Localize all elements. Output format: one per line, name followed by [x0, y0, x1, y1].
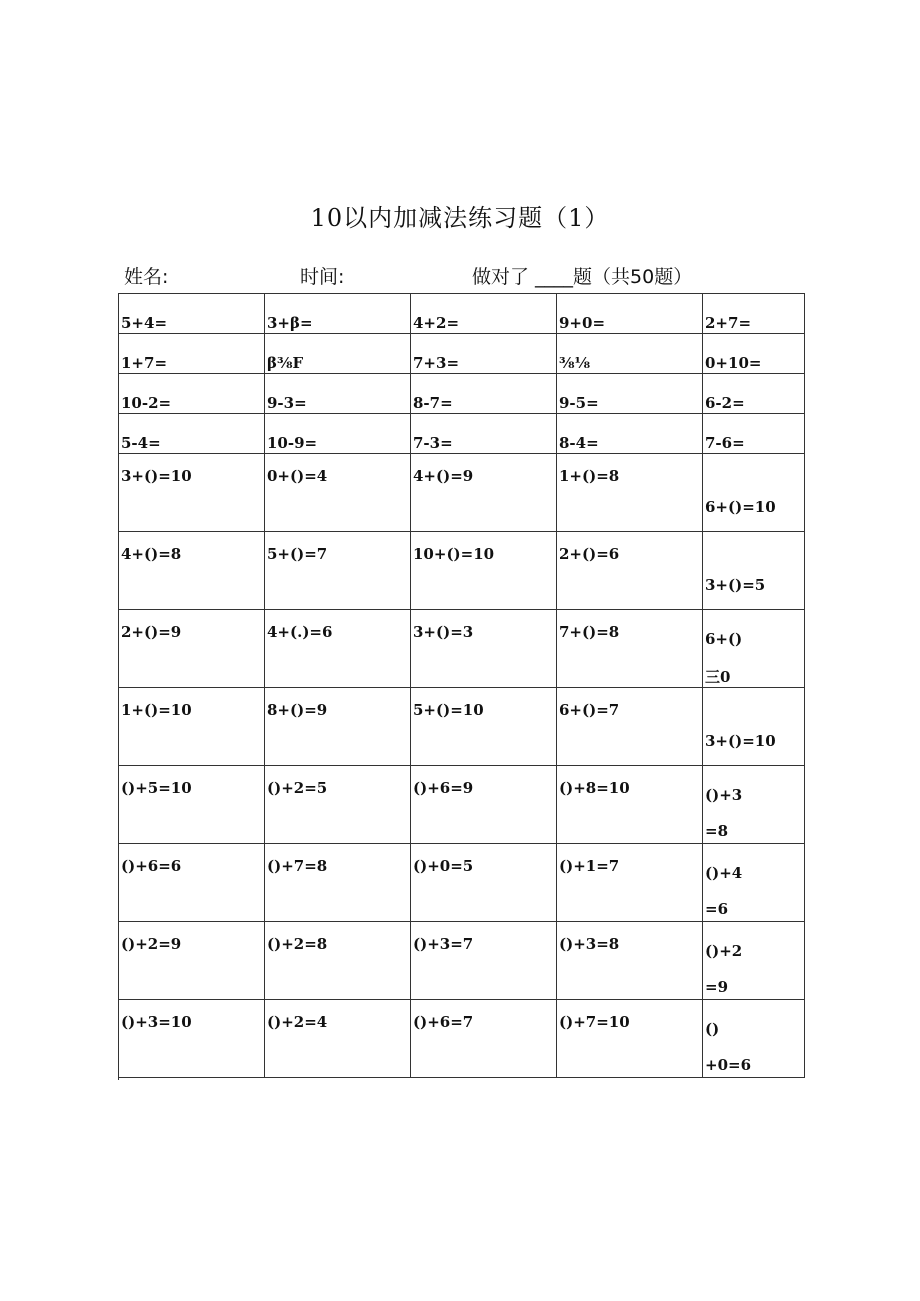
exercise-text: 3+()=10 [121, 467, 192, 485]
name-label: 姓名: [124, 266, 169, 288]
exercise-cell [119, 766, 265, 844]
exercise-cell [703, 334, 805, 374]
exercise-text: 7-6= [705, 434, 745, 452]
exercise-cell [557, 532, 703, 610]
exercise-text: ()+5=10 [121, 779, 192, 797]
exercise-cell [411, 766, 557, 844]
exercise-cell [265, 454, 411, 532]
exercise-text: ()+1=7 [559, 857, 620, 875]
exercise-text: ()+0=5 [413, 857, 474, 875]
exercise-text: ()+3=10 [121, 1013, 192, 1031]
exercise-text-line: =9 [705, 978, 729, 996]
exercise-text: 7+3= [413, 354, 460, 372]
exercise-cell [265, 844, 411, 922]
exercise-cell [411, 922, 557, 1000]
exercise-cell [411, 1000, 557, 1078]
exercise-cell [557, 610, 703, 688]
exercise-text: 9+0= [559, 314, 606, 332]
exercise-text: 7+()=8 [559, 623, 620, 641]
exercise-cell [265, 1000, 411, 1078]
exercise-text: ()+2=8 [267, 935, 328, 953]
exercise-cell [557, 334, 703, 374]
exercise-text-line: =6 [705, 900, 729, 918]
exercise-text: 0+10= [705, 354, 762, 372]
exercise-cell [703, 414, 805, 454]
exercise-cell [119, 922, 265, 1000]
exercise-cell [265, 532, 411, 610]
exercise-cell [557, 294, 703, 334]
exercise-text: 1+()=8 [559, 467, 620, 485]
exercise-text: 4+(.)=6 [267, 623, 333, 641]
exercise-text: ()+8=10 [559, 779, 630, 797]
exercise-text: 5+()=10 [413, 701, 484, 719]
exercise-cell [557, 454, 703, 532]
exercise-text: 9-5= [559, 394, 599, 412]
exercise-text: 3+β= [267, 314, 313, 332]
exercise-grid [118, 293, 805, 1080]
exercise-cell [557, 1000, 703, 1078]
exercise-text: 4+()=9 [413, 467, 474, 485]
exercise-text: 5+4= [121, 314, 168, 332]
exercise-text-line: =8 [705, 822, 729, 840]
exercise-cell [557, 414, 703, 454]
exercise-text: 8-7= [413, 394, 453, 412]
exercise-text: 6+()=7 [559, 701, 620, 719]
exercise-cell [265, 334, 411, 374]
exercise-text: 2+()=6 [559, 545, 620, 563]
exercise-text: ⅜⅛ [559, 354, 591, 372]
exercise-cell [411, 610, 557, 688]
exercise-cell [703, 844, 805, 922]
time-label: 时间: [300, 266, 345, 288]
exercise-text: ()+3=7 [413, 935, 474, 953]
exercise-cell [119, 610, 265, 688]
exercise-text-line: 6+() [705, 630, 743, 648]
exercise-cell [703, 688, 805, 766]
exercise-text-line: +0=6 [705, 1056, 752, 1074]
exercise-cell [119, 1000, 265, 1078]
exercise-cell [411, 688, 557, 766]
exercise-text-line: ()+3 [705, 786, 743, 804]
exercise-cell [119, 334, 265, 374]
exercise-cell [411, 334, 557, 374]
exercise-cell [119, 844, 265, 922]
exercise-cell [119, 414, 265, 454]
exercise-text: 0+()=4 [267, 467, 328, 485]
exercise-text-line: () [705, 1020, 720, 1038]
exercise-cell [703, 922, 805, 1000]
exercise-cell [265, 922, 411, 1000]
score-label: 做对了 ____题（共50题） [472, 266, 693, 288]
exercise-cell [119, 688, 265, 766]
exercise-text: ()+6=9 [413, 779, 474, 797]
exercise-cell [703, 766, 805, 844]
exercise-text: 10+()=10 [413, 545, 495, 563]
exercise-cell [265, 414, 411, 454]
worksheet-title: 10以内加减法练习题（1） [310, 204, 610, 232]
exercise-cell [411, 844, 557, 922]
exercise-cell [411, 454, 557, 532]
exercise-cell [411, 532, 557, 610]
exercise-text: 10-9= [267, 434, 318, 452]
exercise-cell [703, 294, 805, 334]
exercise-cell [557, 766, 703, 844]
exercise-cell [703, 374, 805, 414]
exercise-text: ()+6=7 [413, 1013, 474, 1031]
exercise-text: 5-4= [121, 434, 161, 452]
exercise-text: 1+()=10 [121, 701, 192, 719]
exercise-text-line: 三0 [705, 668, 731, 686]
exercise-cell [411, 374, 557, 414]
exercise-text: ()+6=6 [121, 857, 182, 875]
exercise-text: 3+()=10 [705, 732, 776, 750]
exercise-text: 6+()=10 [705, 498, 776, 516]
exercise-cell [119, 454, 265, 532]
exercise-cell [265, 294, 411, 334]
exercise-cell [703, 454, 805, 532]
exercise-cell [265, 688, 411, 766]
exercise-text: ()+2=5 [267, 779, 328, 797]
exercise-text: ()+3=8 [559, 935, 620, 953]
exercise-cell [119, 532, 265, 610]
exercise-text: 3+()=5 [705, 576, 766, 594]
exercise-text: 7-3= [413, 434, 453, 452]
exercise-text: 5+()=7 [267, 545, 328, 563]
exercise-cell [265, 374, 411, 414]
exercise-text: 4+2= [413, 314, 460, 332]
exercise-text-line: ()+2 [705, 942, 743, 960]
exercise-cell [265, 766, 411, 844]
exercise-text: ()+2=9 [121, 935, 182, 953]
exercise-cell [557, 688, 703, 766]
exercise-cell [119, 374, 265, 414]
exercise-cell [557, 374, 703, 414]
exercise-cell [557, 844, 703, 922]
exercise-cell [703, 532, 805, 610]
exercise-text: β⅜F [267, 354, 304, 372]
exercise-text: 9-3= [267, 394, 307, 412]
exercise-cell [557, 922, 703, 1000]
exercise-text: 6-2= [705, 394, 745, 412]
exercise-text: ()+7=10 [559, 1013, 630, 1031]
exercise-text-line: ()+4 [705, 864, 743, 882]
exercise-cell [411, 294, 557, 334]
exercise-cell [703, 610, 805, 688]
exercise-text: ()+7=8 [267, 857, 328, 875]
exercise-cell [411, 414, 557, 454]
exercise-text: 8+()=9 [267, 701, 328, 719]
exercise-cell [119, 294, 265, 334]
exercise-text: 2+()=9 [121, 623, 182, 641]
exercise-cell [703, 1000, 805, 1078]
exercise-text: 1+7= [121, 354, 168, 372]
exercise-text: 3+()=3 [413, 623, 474, 641]
exercise-text: 10-2= [121, 394, 172, 412]
exercise-text: 4+()=8 [121, 545, 182, 563]
exercise-text: 2+7= [705, 314, 752, 332]
exercise-text: 8-4= [559, 434, 599, 452]
exercise-cell [265, 610, 411, 688]
exercise-text: ()+2=4 [267, 1013, 328, 1031]
